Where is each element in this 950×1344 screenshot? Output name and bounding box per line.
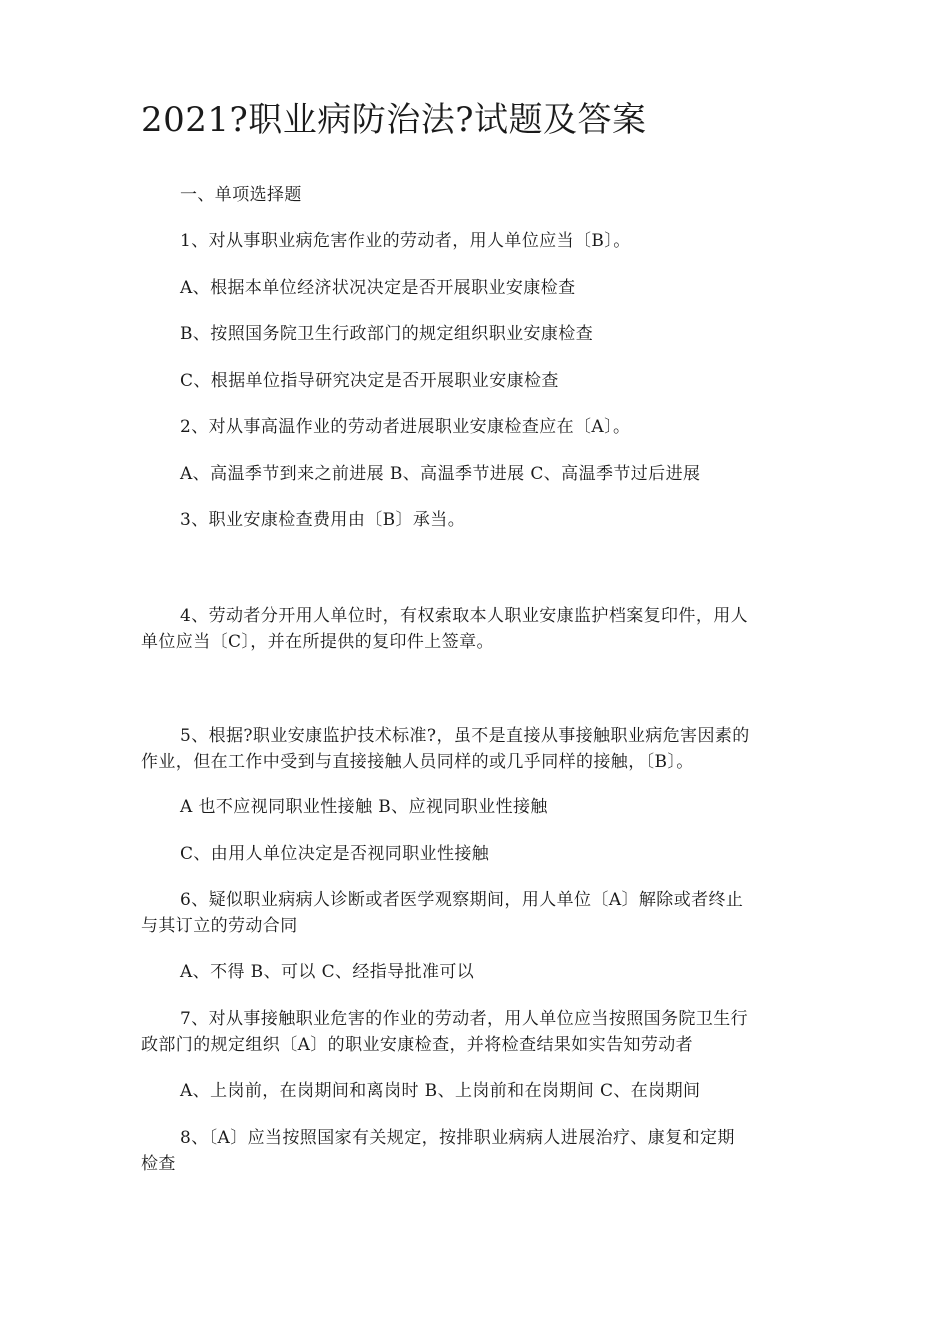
question-8-line-1: 8、〔A〕应当按照国家有关规定，按排职业病病人进展治疗、康复和定期	[180, 1128, 735, 1148]
question-7-options: A、上岗前，在岗期间和离岗时 B、上岗前和在岗期间 C、在岗期间	[180, 1081, 701, 1101]
question-5-line-1: 5、根据?职业安康监护技术标准?，虽不是直接从事接触职业病危害因素的	[180, 726, 750, 746]
question-7-line-2: 政部门的规定组织〔A〕的职业安康检查，并将检查结果如实告知劳动者	[141, 1035, 694, 1055]
question-2: 2、对从事高温作业的劳动者进展职业安康检查应在〔A〕。	[180, 417, 631, 437]
section-heading: 一、单项选择题	[180, 185, 302, 205]
question-2-options: A、高温季节到来之前进展 B、高温季节进展 C、高温季节过后进展	[180, 464, 701, 484]
question-1-option-b: B、按照国务院卫生行政部门的规定组织职业安康检查	[180, 324, 594, 344]
question-3: 3、职业安康检查费用由〔B〕承当。	[180, 510, 466, 530]
document-title: 2021?职业病防治法?试题及答案	[141, 100, 647, 140]
question-8-line-2: 检查	[141, 1154, 176, 1174]
question-5-options-ab: A 也不应视同职业性接触 B、应视同职业性接触	[180, 797, 548, 817]
question-5-line-2: 作业，但在工作中受到与直接接触人员同样的或几乎同样的接触，〔B〕。	[141, 752, 694, 772]
question-4-line-1: 4、劳动者分开用人单位时，有权索取本人职业安康监护档案复印件，用人	[180, 606, 749, 626]
question-4-line-2: 单位应当〔C〕，并在所提供的复印件上签章。	[141, 632, 494, 652]
question-5-option-c: C、由用人单位决定是否视同职业性接触	[180, 844, 490, 864]
question-7-line-1: 7、对从事接触职业危害的作业的劳动者，用人单位应当按照国务院卫生行	[180, 1009, 749, 1029]
question-1-option-a: A、根据本单位经济状况决定是否开展职业安康检查	[180, 278, 576, 298]
question-6-line-1: 6、疑似职业病病人诊断或者医学观察期间，用人单位〔A〕解除或者终止	[180, 890, 744, 910]
question-1-option-c: C、根据单位指导研究决定是否开展职业安康检查	[180, 371, 559, 391]
question-6-line-2: 与其订立的劳动合同	[141, 916, 298, 936]
question-1: 1、对从事职业病危害作业的劳动者，用人单位应当〔B〕。	[180, 231, 631, 251]
question-6-options: A、不得 B、可以 C、经指导批准可以	[180, 962, 475, 982]
